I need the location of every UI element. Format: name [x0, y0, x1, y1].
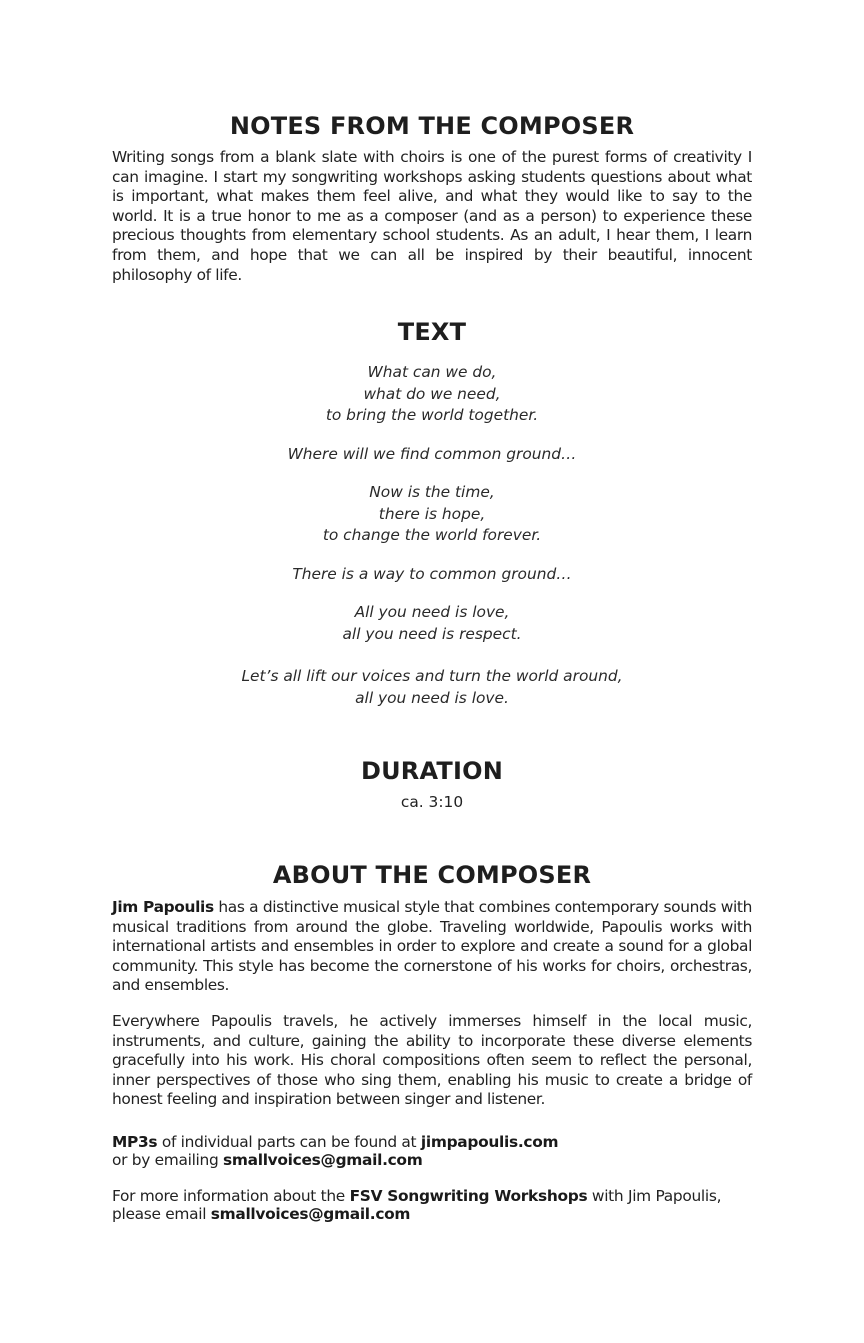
- text-heading: TEXT: [397, 318, 467, 346]
- email-link[interactable]: smallvoices@gmail.com: [223, 1151, 423, 1169]
- lyric-line: Where will we find common ground…: [287, 444, 577, 463]
- please-text: please email: [112, 1205, 211, 1223]
- lyric-line: all you need is respect.: [342, 624, 522, 643]
- lyric-line: all you need is love.: [355, 688, 509, 707]
- duration-value: ca. 3:10: [400, 793, 464, 811]
- stanza: [112, 362, 752, 427]
- please-email-line: [112, 1205, 752, 1223]
- mp3-label: MP3s: [112, 1133, 158, 1151]
- workshops-name: FSV Songwriting Workshops: [349, 1187, 588, 1205]
- lyric-line: there is hope,: [378, 504, 486, 523]
- email-link-2[interactable]: smallvoices@gmail.com: [210, 1205, 411, 1223]
- lyric-line: All you need is love,: [354, 603, 510, 621]
- about-heading: ABOUT THE COMPOSER: [272, 861, 592, 889]
- lyric-line: What can we do,: [367, 363, 497, 381]
- notes-body: Writing songs from a blank slate with choirs is one of the purest forms of creativity I can imagine. I start my songwriting workshops asking students questions about what is important, what makes them feel alive, and what they would like to say to the world. It is a true honor to me as a composer (and as a person) to experience these precious thoughts from elementary school students. As an adult, I hear them, I learn from them, and hope that we can all be inspired by their beautiful, innocent philosophy of life.: [112, 148, 752, 284]
- notes-heading: NOTES FROM THE COMPOSER: [229, 112, 635, 140]
- stanza: [112, 666, 752, 709]
- mp3-line: [112, 1133, 752, 1151]
- lyric-line: to bring the world together.: [325, 406, 539, 424]
- lyric-line: Let’s all lift our voices and turn the world around,: [241, 667, 623, 685]
- stanza: [112, 602, 752, 645]
- stanza: [112, 564, 752, 586]
- lyrics: [112, 362, 752, 726]
- about-paragraph-2: Everywhere Papoulis travels, he actively immerses himself in the local music, instruments, and culture, gaining the ability to incorporate these diverse elements gracefully into his work. His choral compositions often seem to reflect the personal, inner perspectives of those who sing them, enabling his music to create a bridge of honest feeling and inspiration between singer and listener.: [112, 1012, 752, 1109]
- mp3-text: of individual parts can be found at: [157, 1133, 421, 1151]
- duration-heading: DURATION: [361, 757, 503, 785]
- lyric-line: There is a way to common ground…: [292, 564, 572, 583]
- stanza: [112, 482, 752, 547]
- about-p1-text: has a distinctive musical style that combines contemporary sounds with musical traditions from around the globe. Traveling worldwide, Papoulis works with international artists and ensembles in order to explore and create a sound for a global community. This style has become the cornerstone of his works for choirs, orchestras, and ensembles.: [112, 898, 752, 995]
- email-line: [112, 1151, 752, 1169]
- email-text: or by emailing: [112, 1151, 224, 1169]
- info-text: For more information about the: [112, 1187, 350, 1205]
- lyric-line: to change the world forever.: [322, 526, 542, 544]
- lyric-line: Now is the time,: [369, 483, 495, 501]
- info-line: [112, 1187, 752, 1205]
- stanza: [112, 444, 752, 466]
- lyric-line: what do we need,: [363, 384, 501, 403]
- composer-name: Jim Papoulis: [112, 898, 214, 916]
- info-text-2: with Jim Papoulis,: [587, 1187, 722, 1205]
- website-link[interactable]: jimpapoulis.com: [420, 1133, 559, 1151]
- about-paragraph-1: [112, 898, 752, 996]
